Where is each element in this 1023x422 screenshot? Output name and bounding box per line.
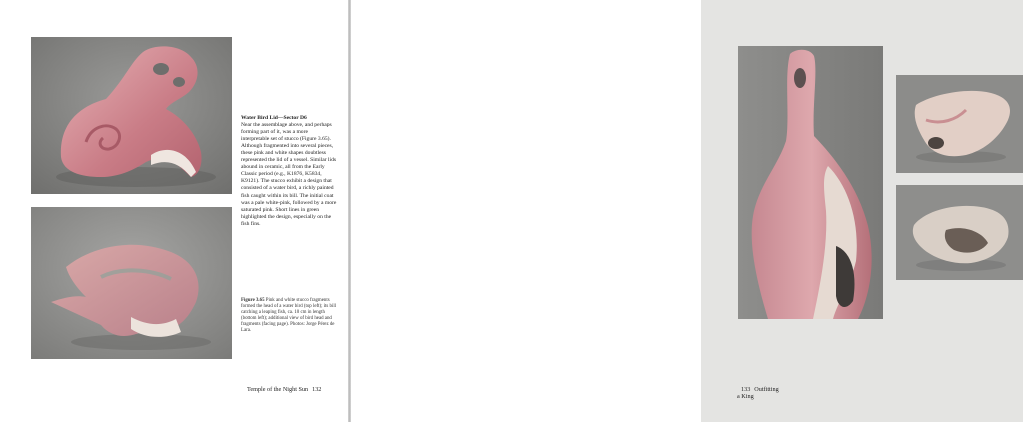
figure-caption [241, 298, 337, 335]
right-page [351, 0, 779, 422]
photo-bird-lid-top [31, 37, 232, 194]
left-footer-title: Temple of the Night Sun [247, 386, 309, 393]
left-page-number: 132 [312, 386, 322, 393]
body-text [241, 115, 337, 228]
photo-fish-fragment [31, 207, 232, 359]
left-page [0, 0, 349, 422]
right-footer [737, 386, 779, 400]
right-page-number: 133 [741, 386, 751, 393]
photo-bird-head-large [738, 46, 883, 319]
right-footer-title: Outfitting a King [737, 386, 779, 400]
section-heading: Water Bird Lid—Sector D6 [241, 115, 307, 121]
photo-fragment-top [896, 75, 1023, 173]
caption-label: Figure 3.65 [241, 298, 265, 303]
body-paragraph: Near the assemblage above, and perhaps forming part of it, was a more interpretable set of stucco (Figure 3.65). Although fragmented into several pieces, these pink and white shapes doubtless represented the lid of a vessel. Similar lids abound in ceramic, all from the Early Classic period (e.g., K1876, K5834, K9121). The stucco exhibit a design that consisted of a water bird, a richly painted fish caught within its bill. The initial coat was a pale white-pink, followed by a more saturated pink. Short lines in green highlighted the design, especially on the fish fins. [241, 122, 337, 227]
left-footer [247, 386, 325, 393]
photo-fragment-bottom [896, 185, 1023, 280]
caption-text: Pink and white stucco fragments formed the head of a water bird (top left); its bill catching a leaping fish, ca. 10 cm in length (bottom left); additional view of bird head and fragments (facing page). Photos: Jorge Pérez de Lara. [241, 298, 337, 334]
